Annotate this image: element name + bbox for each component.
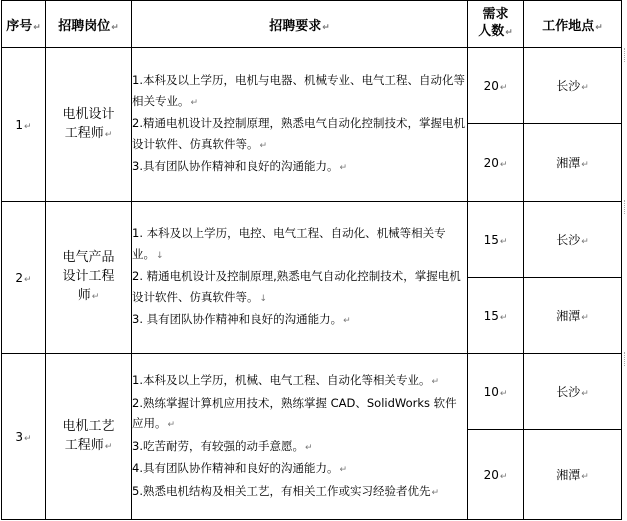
header-no: 序号↵	[2, 1, 46, 48]
work-location: 长沙↵	[524, 354, 622, 430]
row-number: 3↵	[2, 354, 46, 520]
header-position: 招聘岗位↵	[46, 1, 132, 48]
requirement-item: 2.熟练掌握计算机应用技术，熟练掌握 CAD、SolidWorks 软件应用。↵	[132, 395, 457, 430]
requirement-item: 1.本科及以上学历，电机与电器、机械专业、电气工程、自动化等相关专业。↵	[132, 73, 465, 108]
table-row	[2, 48, 622, 124]
header-count: 需求 人数↵	[468, 1, 524, 48]
header-requirements: 招聘要求↵	[132, 1, 468, 48]
headcount: 20↵	[468, 124, 524, 202]
requirement-item: 4.具有团队协作精神和良好的沟通能力。↵	[132, 461, 348, 475]
requirement-item: 1. 本科及以上学历，电控、电气工程、自动化、机械等相关专业。↓	[132, 226, 446, 261]
requirement-item: 2. 精通电机设计及控制原理,熟悉电气自动化控制技术，掌握电机设计软件、仿真软件等。↓	[132, 269, 461, 304]
requirement-item: 3. 具有团队协作精神和良好的沟通能力。↵	[132, 312, 351, 327]
headcount: 20↵	[468, 430, 524, 520]
table-row	[2, 354, 622, 430]
row-number: 1↵	[2, 48, 46, 202]
requirement-item: 3.吃苦耐劳，有较强的动手意愿。↵	[132, 438, 313, 453]
headcount: 20↵	[468, 48, 524, 124]
requirement-item: 2.精通电机设计及控制原理，熟悉电气自动化控制技术，掌握电机设计软件、仿真软件等。↵	[132, 116, 465, 151]
headcount: 10↵	[468, 354, 524, 430]
position-name: 电机工艺 工程师↵	[46, 354, 132, 520]
position-name: 电机设计 工程师↵	[46, 48, 132, 202]
requirement-item: 5.熟悉电机结构及相关工艺，有相关工作或实习经验者优先↵	[132, 483, 440, 498]
requirement-item: 1.本科及以上学历，机械、电气工程、自动化等相关专业。↵	[132, 373, 440, 387]
recruitment-table	[1, 0, 622, 520]
table-row	[2, 202, 622, 278]
work-location: 湘潭↵	[524, 124, 622, 202]
header-location: 工作地点↵	[524, 1, 622, 48]
requirements-cell	[132, 354, 468, 520]
work-location: 长沙↵	[524, 48, 622, 124]
requirements-cell	[132, 48, 468, 202]
headcount: 15↵	[468, 278, 524, 354]
row-number: 2↵	[2, 202, 46, 354]
work-location: 湘潭↵	[524, 278, 622, 354]
requirements-cell	[132, 202, 468, 354]
position-name: 电气产品 设计工程 师↵	[46, 202, 132, 354]
headcount: 15↵	[468, 202, 524, 278]
requirement-item: 3.具有团队协作精神和良好的沟通能力。↵	[132, 159, 348, 174]
work-location: 长沙↵	[524, 202, 622, 278]
header-row	[2, 1, 622, 48]
work-location: 湘潭↵	[524, 430, 622, 520]
